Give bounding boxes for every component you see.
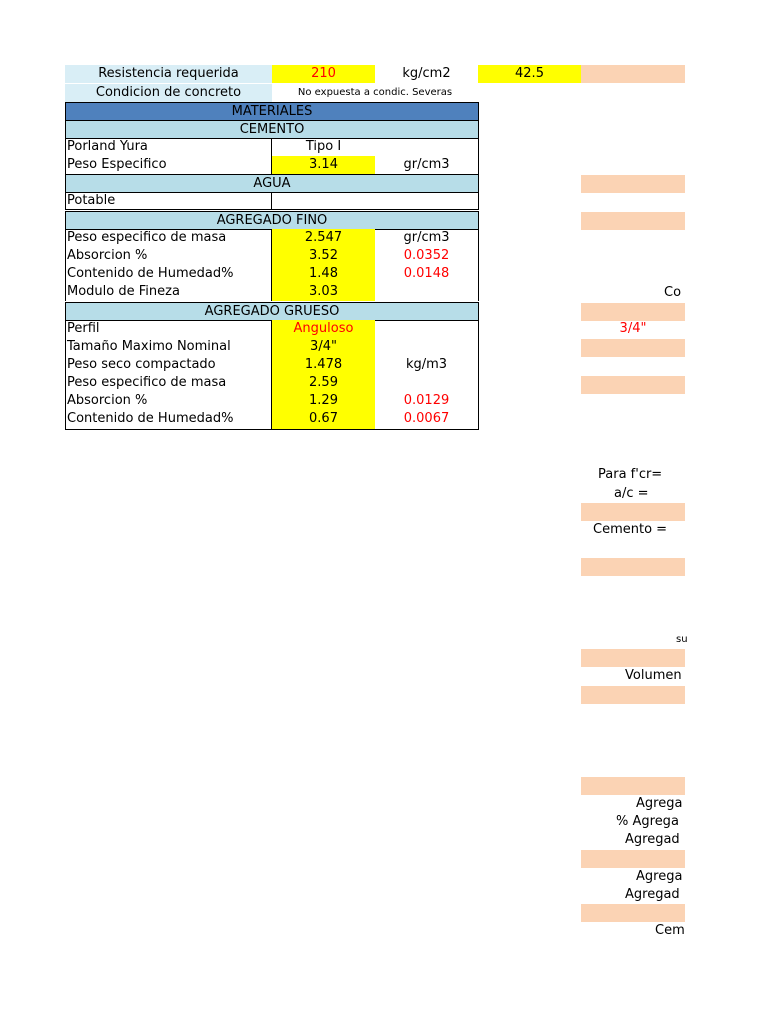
cemento-label: Cemento = [593,522,668,537]
table-row-unit: 0.0067 [375,410,479,430]
resistencia-unit: kg/cm2 [402,66,451,81]
table-row-label: Modulo de Fineza [65,283,272,301]
table-row-unit [375,283,479,301]
cemento-header: CEMENTO [65,120,479,139]
salmon-cell [581,904,685,922]
ac-label: a/c = [614,486,649,501]
salmon-cell [581,376,685,394]
table-row-label: Porland Yura [65,138,272,156]
salmon-cell [581,503,685,521]
agrega-label-2: Agrega [636,869,683,884]
table-row-unit: 0.0129 [375,392,479,410]
su-label: su [676,634,688,645]
salmon-cell-top [581,65,685,83]
agrega-label: Agrega [636,796,683,811]
table-row-label: Peso Especifico [65,156,272,174]
table-row-label: Contenido de Humedad% [65,410,272,430]
pct-agrega-label: % Agrega [616,814,679,829]
table-row-value[interactable]: 2.547 [271,229,375,247]
salmon-cell [581,850,685,868]
table-row-label: Peso seco compactado [65,356,272,374]
salmon-cell [581,175,685,193]
table-row-value[interactable]: 2.59 [271,374,375,392]
table-row-label: Peso especifico de masa [65,229,272,247]
table-row-label: Peso especifico de masa [65,374,272,392]
co-label: Co [664,285,682,300]
table-row-value[interactable]: 1.478 [271,356,375,374]
salmon-cell [581,303,685,321]
salmon-cell [581,558,685,576]
table-row-value[interactable]: 3.14 [271,156,375,174]
condicion-value: No expuesta a condic. Severas [297,87,453,98]
table-row-value[interactable]: 0.67 [271,410,375,430]
table-row-unit [375,374,479,392]
table-row-unit [375,138,479,156]
table-row-unit: kg/m3 [375,356,479,374]
table-row-value[interactable]: Anguloso [271,320,375,338]
extra-value[interactable]: 42.5 [478,65,581,83]
agregad-label: Agregad [625,832,680,847]
table-row-label: Absorcion % [65,392,272,410]
salmon-cell [581,649,685,667]
table-row-label: Tamaño Maximo Nominal [65,338,272,356]
agregado-fino-header: AGREGADO FINO [65,211,479,230]
table-row-label: Absorcion % [65,247,272,265]
table-row-unit [375,320,479,338]
table-row-value[interactable]: 3/4" [271,338,375,356]
table-row-unit: gr/cm3 [375,156,479,174]
materiales-header: MATERIALES [65,102,479,121]
table-row-unit [375,338,479,356]
table-row-unit: 0.0352 [375,247,479,265]
salmon-cell [581,686,685,704]
salmon-cell [581,212,685,230]
agregado-grueso-header: AGREGADO GRUESO [65,302,479,321]
condicion-label: Condicion de concreto [65,84,272,102]
tma-value: 3/4" [619,321,647,336]
table-row-value[interactable]: 1.29 [271,392,375,410]
table-row-label: Contenido de Humedad% [65,265,272,283]
agregad-label-2: Agregad [625,887,680,902]
volumen-label: Volumen [625,668,682,683]
salmon-cell [581,339,685,357]
salmon-cell [581,777,685,795]
table-row-value[interactable]: 3.03 [271,283,375,301]
table-row-unit: 0.0148 [375,265,479,283]
table-row-value[interactable]: 1.48 [271,265,375,283]
table-row-value[interactable] [271,192,479,210]
resistencia-label: Resistencia requerida [65,65,272,83]
table-row-value[interactable]: 3.52 [271,247,375,265]
table-row-unit: gr/cm3 [375,229,479,247]
table-row-label: Perfil [65,320,272,338]
table-row-value[interactable]: Tipo I [271,138,375,156]
resistencia-value[interactable]: 210 [272,65,375,83]
agua-header: AGUA [65,174,479,193]
para-fcr-label: Para f'cr= [598,467,663,482]
table-row-label: Potable [65,192,272,210]
cem-label: Cem [655,923,685,938]
